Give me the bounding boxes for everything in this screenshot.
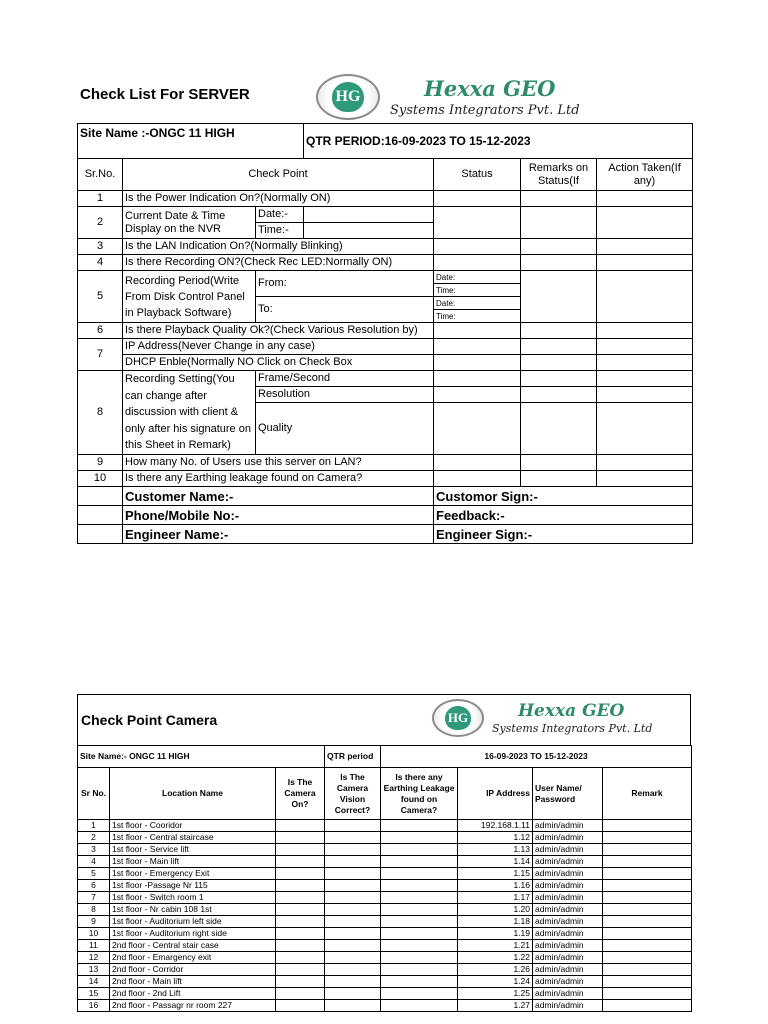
- ip-cell: 1.15: [458, 868, 533, 880]
- header-vision: Is The Camera Vision Correct?: [325, 768, 381, 820]
- remark-cell[interactable]: [603, 904, 692, 916]
- camera-on-cell[interactable]: [276, 976, 325, 988]
- server-checklist-table: [77, 123, 693, 544]
- action-cell[interactable]: [597, 339, 693, 355]
- ip-cell: 1.26: [458, 964, 533, 976]
- remarks-cell[interactable]: [521, 403, 597, 455]
- vision-cell[interactable]: [325, 964, 381, 976]
- remark-cell[interactable]: [603, 844, 692, 856]
- vision-cell[interactable]: [325, 832, 381, 844]
- user-cell: admin/admin: [533, 916, 603, 928]
- action-cell[interactable]: [597, 255, 693, 271]
- to-label: To:: [256, 297, 434, 323]
- sr-cell: 8: [78, 904, 110, 916]
- header-remarks: Remarks on Status(If: [521, 159, 597, 191]
- brand-name: Hexxa GEO: [424, 76, 556, 101]
- sr-cell: 12: [78, 952, 110, 964]
- status-cell[interactable]: [434, 371, 521, 387]
- user-cell: admin/admin: [533, 940, 603, 952]
- sr-cell: 2: [78, 207, 123, 239]
- user-cell: admin/admin: [533, 832, 603, 844]
- status-cell[interactable]: [434, 339, 521, 355]
- remarks-cell[interactable]: [521, 471, 597, 487]
- sr-cell: 15: [78, 988, 110, 1000]
- from-label: From:: [256, 271, 434, 297]
- check-point-text: Is there Playback Quality Ok?(Check Various Resolution by): [123, 323, 434, 339]
- qtr-period: QTR PERIOD:16-09-2023 TO 15-12-2023: [304, 124, 693, 159]
- vision-cell[interactable]: [325, 1000, 381, 1012]
- user-cell: admin/admin: [533, 892, 603, 904]
- site-name: Site Name :-ONGC 11 HIGH: [78, 124, 304, 159]
- sr-cell: 16: [78, 1000, 110, 1012]
- camera-on-cell[interactable]: [276, 988, 325, 1000]
- leakage-cell[interactable]: [381, 976, 458, 988]
- ip-cell: 1.25: [458, 988, 533, 1000]
- vision-cell[interactable]: [325, 940, 381, 952]
- table-row: [78, 952, 692, 964]
- action-cell[interactable]: [597, 387, 693, 403]
- remarks-cell[interactable]: [521, 271, 597, 323]
- table-row: [78, 1000, 692, 1012]
- table-row: [78, 916, 692, 928]
- table-row: [78, 988, 692, 1000]
- user-cell: admin/admin: [533, 856, 603, 868]
- table-row: [78, 844, 692, 856]
- header-location: Location Name: [110, 768, 276, 820]
- camera-on-cell[interactable]: [276, 868, 325, 880]
- location-cell: 2nd floor - Corridor: [110, 964, 276, 976]
- status-cell[interactable]: [434, 191, 521, 207]
- table-row: [78, 904, 692, 916]
- remark-cell[interactable]: [603, 964, 692, 976]
- sr-cell: 10: [78, 928, 110, 940]
- camera-checklist-table: [77, 745, 692, 768]
- company-logo: [316, 74, 580, 120]
- user-cell: admin/admin: [533, 844, 603, 856]
- header-camera-on: Is The Camera On?: [276, 768, 325, 820]
- camera-on-cell[interactable]: [276, 892, 325, 904]
- camera-site-name: Site Name:- ONGC 11 HIGH: [78, 746, 325, 768]
- user-cell: admin/admin: [533, 964, 603, 976]
- leakage-cell[interactable]: [381, 952, 458, 964]
- leakage-cell[interactable]: [381, 844, 458, 856]
- status-cell[interactable]: [434, 387, 521, 403]
- header-user-password: User Name/ Password: [533, 768, 603, 820]
- brand-subtitle: Systems Integrators Pvt. Ltd: [390, 103, 580, 118]
- action-cell[interactable]: [597, 323, 693, 339]
- vision-cell[interactable]: [325, 856, 381, 868]
- ip-cell: 1.22: [458, 952, 533, 964]
- remarks-cell[interactable]: [521, 255, 597, 271]
- remarks-cell[interactable]: [521, 355, 597, 371]
- leakage-cell[interactable]: [381, 892, 458, 904]
- ip-cell: 1.17: [458, 892, 533, 904]
- vision-cell[interactable]: [325, 928, 381, 940]
- location-cell: 1st floor - Auditorium right side: [110, 928, 276, 940]
- table-row: [78, 940, 692, 952]
- vision-cell[interactable]: [325, 844, 381, 856]
- user-cell: admin/admin: [533, 928, 603, 940]
- remark-cell[interactable]: [603, 820, 692, 832]
- ip-cell: 1.21: [458, 940, 533, 952]
- header-sr-no: Sr.No.: [78, 159, 123, 191]
- location-cell: 1st floor - Nr cabin 108 1st: [110, 904, 276, 916]
- table-row: [78, 880, 692, 892]
- sr-cell: 6: [78, 323, 123, 339]
- location-cell: 1st floor - Main lift: [110, 856, 276, 868]
- action-cell[interactable]: [597, 371, 693, 387]
- table-row: [78, 892, 692, 904]
- ip-cell: 1.16: [458, 880, 533, 892]
- check-point-text: IP Address(Never Change in any case): [123, 339, 434, 355]
- ip-cell: 1.19: [458, 928, 533, 940]
- ip-cell: 1.18: [458, 916, 533, 928]
- sr-cell: 13: [78, 964, 110, 976]
- check-point-text: DHCP Enble(Normally NO Click on Check Box: [123, 355, 434, 371]
- time-value-cell[interactable]: [304, 223, 434, 239]
- user-cell: admin/admin: [533, 868, 603, 880]
- table-row: [78, 928, 692, 940]
- sr-cell: 7: [78, 339, 123, 371]
- leakage-cell[interactable]: [381, 856, 458, 868]
- remark-cell[interactable]: [603, 832, 692, 844]
- leakage-cell[interactable]: [381, 880, 458, 892]
- hg-logo-text: HG: [332, 82, 364, 112]
- user-cell: admin/admin: [533, 1000, 603, 1012]
- leakage-cell[interactable]: [381, 904, 458, 916]
- camera-checklist-box: [77, 694, 691, 746]
- sr-cell: 10: [78, 471, 123, 487]
- phone-label: Phone/Mobile No:-: [123, 506, 434, 525]
- remarks-cell[interactable]: [521, 339, 597, 355]
- camera-on-cell[interactable]: [276, 1000, 325, 1012]
- location-cell: 2nd floor - 2nd Lift: [110, 988, 276, 1000]
- check-point-text: How many No. of Users use this server on LAN?: [123, 455, 434, 471]
- camera-on-cell[interactable]: [276, 964, 325, 976]
- customer-name-label: Customer Name:-: [123, 487, 434, 506]
- user-cell: admin/admin: [533, 820, 603, 832]
- sr-cell: 3: [78, 239, 123, 255]
- status-cell[interactable]: [434, 355, 521, 371]
- check-point-text: Is the LAN Indication On?(Normally Blinking): [123, 239, 434, 255]
- header-status: Status: [434, 159, 521, 191]
- vision-cell[interactable]: [325, 988, 381, 1000]
- to-date-label: Date:: [434, 297, 521, 310]
- server-checklist-title: Check List For SERVER: [80, 86, 250, 103]
- camera-on-cell[interactable]: [276, 820, 325, 832]
- leakage-cell[interactable]: [381, 832, 458, 844]
- leakage-cell[interactable]: [381, 964, 458, 976]
- header-ip-address: IP Address: [458, 768, 533, 820]
- sr-cell: 1: [78, 820, 110, 832]
- vision-cell[interactable]: [325, 916, 381, 928]
- frame-second-label: Frame/Second: [256, 371, 434, 387]
- table-row: [78, 820, 692, 832]
- hg-logo-text: HG: [445, 706, 471, 730]
- remark-cell[interactable]: [603, 856, 692, 868]
- location-cell: 1st floor -Passage Nr 115: [110, 880, 276, 892]
- sr-cell: 2: [78, 832, 110, 844]
- location-cell: 1st floor - Auditorium left side: [110, 916, 276, 928]
- remark-cell[interactable]: [603, 976, 692, 988]
- user-cell: admin/admin: [533, 952, 603, 964]
- remark-cell[interactable]: [603, 880, 692, 892]
- footer-blank: [78, 506, 123, 525]
- date-value-cell[interactable]: [304, 207, 434, 223]
- sr-cell: 4: [78, 255, 123, 271]
- location-cell: 2nd floor - Emargency exit: [110, 952, 276, 964]
- action-cell[interactable]: [597, 471, 693, 487]
- location-cell: 2nd floor - Main lift: [110, 976, 276, 988]
- feedback-label: Feedback:-: [434, 506, 693, 525]
- header-action-taken: Action Taken(If any): [597, 159, 693, 191]
- remarks-cell[interactable]: [521, 387, 597, 403]
- remark-cell[interactable]: [603, 1000, 692, 1012]
- vision-cell[interactable]: [325, 904, 381, 916]
- action-cell[interactable]: [597, 239, 693, 255]
- remarks-cell[interactable]: [521, 323, 597, 339]
- vision-cell[interactable]: [325, 892, 381, 904]
- action-cell[interactable]: [597, 355, 693, 371]
- table-row: [78, 976, 692, 988]
- ip-cell: 192.168.1.11: [458, 820, 533, 832]
- status-cell[interactable]: [434, 239, 521, 255]
- engineer-name-label: Engineer Name:-: [123, 525, 434, 544]
- remarks-cell[interactable]: [521, 191, 597, 207]
- sr-cell: 3: [78, 844, 110, 856]
- leakage-cell[interactable]: [381, 868, 458, 880]
- remark-cell[interactable]: [603, 892, 692, 904]
- leakage-cell[interactable]: [381, 1000, 458, 1012]
- user-cell: admin/admin: [533, 988, 603, 1000]
- table-row: [78, 868, 692, 880]
- footer-blank: [78, 487, 123, 506]
- hg-logo-icon: [432, 699, 484, 737]
- date-label: Date:-: [256, 207, 304, 223]
- footer-blank: [78, 525, 123, 544]
- vision-cell[interactable]: [325, 952, 381, 964]
- remark-cell[interactable]: [603, 928, 692, 940]
- camera-on-cell[interactable]: [276, 904, 325, 916]
- location-cell: 1st floor - Cooridor: [110, 820, 276, 832]
- camera-list-table: [77, 767, 692, 1012]
- action-cell[interactable]: [597, 207, 693, 239]
- camera-on-cell[interactable]: [276, 832, 325, 844]
- remark-cell[interactable]: [603, 916, 692, 928]
- ip-cell: 1.14: [458, 856, 533, 868]
- vision-cell[interactable]: [325, 820, 381, 832]
- camera-checklist-title: Check Point Camera: [81, 712, 218, 728]
- table-row: [78, 964, 692, 976]
- vision-cell[interactable]: [325, 880, 381, 892]
- from-date-label: Date:: [434, 271, 521, 284]
- action-cell[interactable]: [597, 455, 693, 471]
- sr-cell: 9: [78, 916, 110, 928]
- location-cell: 1st floor - Switch room 1: [110, 892, 276, 904]
- hg-logo-icon: [316, 74, 380, 120]
- ip-cell: 1.24: [458, 976, 533, 988]
- leakage-cell[interactable]: [381, 916, 458, 928]
- status-cell[interactable]: [434, 471, 521, 487]
- table-row: [78, 832, 692, 844]
- action-cell[interactable]: [597, 271, 693, 323]
- location-cell: 1st floor - Service lift: [110, 844, 276, 856]
- sr-cell: 5: [78, 868, 110, 880]
- remark-cell[interactable]: [603, 868, 692, 880]
- remarks-cell[interactable]: [521, 239, 597, 255]
- quality-label: Quality: [256, 403, 434, 455]
- sr-cell: 9: [78, 455, 123, 471]
- remark-cell[interactable]: [603, 988, 692, 1000]
- camera-on-cell[interactable]: [276, 856, 325, 868]
- camera-on-cell[interactable]: [276, 940, 325, 952]
- check-point-text: Is there any Earthing leakage found on Camera?: [123, 471, 434, 487]
- status-cell[interactable]: [434, 323, 521, 339]
- header-check-point: Check Point: [123, 159, 434, 191]
- camera-on-cell[interactable]: [276, 952, 325, 964]
- user-cell: admin/admin: [533, 976, 603, 988]
- location-cell: 2nd floor - Central stair case: [110, 940, 276, 952]
- resolution-label: Resolution: [256, 387, 434, 403]
- header-remark: Remark: [603, 768, 692, 820]
- location-cell: 2nd floor - Passagr nr room 227: [110, 1000, 276, 1012]
- camera-qtr-label: QTR period: [325, 746, 381, 768]
- sr-cell: 11: [78, 940, 110, 952]
- remark-cell[interactable]: [603, 952, 692, 964]
- check-point-text: Is the Power Indication On?(Normally ON): [123, 191, 434, 207]
- header-sr-no: Sr No.: [78, 768, 110, 820]
- camera-on-cell[interactable]: [276, 844, 325, 856]
- status-cell[interactable]: [434, 255, 521, 271]
- ip-cell: 1.20: [458, 904, 533, 916]
- sr-cell: 7: [78, 892, 110, 904]
- leakage-cell[interactable]: [381, 820, 458, 832]
- camera-on-cell[interactable]: [276, 916, 325, 928]
- check-point-text: Recording Setting(You can change after discussion with client & only after his signature on this Sheet in Remark): [123, 371, 256, 455]
- status-cell[interactable]: [434, 403, 521, 455]
- ip-cell: 1.13: [458, 844, 533, 856]
- user-cell: admin/admin: [533, 904, 603, 916]
- sr-cell: 4: [78, 856, 110, 868]
- to-time-label: Time:: [434, 310, 521, 323]
- check-point-text: Is there Recording ON?(Check Rec LED:Normally ON): [123, 255, 434, 271]
- brand-name: Hexxa GEO: [518, 701, 625, 721]
- company-logo: [432, 699, 652, 737]
- remarks-cell[interactable]: [521, 371, 597, 387]
- brand-subtitle: Systems Integrators Pvt. Ltd: [492, 722, 653, 735]
- leakage-cell[interactable]: [381, 940, 458, 952]
- leakage-cell[interactable]: [381, 988, 458, 1000]
- time-label: Time:-: [256, 223, 304, 239]
- action-cell[interactable]: [597, 403, 693, 455]
- sr-cell: 1: [78, 191, 123, 207]
- action-cell[interactable]: [597, 191, 693, 207]
- camera-on-cell[interactable]: [276, 880, 325, 892]
- remarks-cell[interactable]: [521, 207, 597, 239]
- sr-cell: 14: [78, 976, 110, 988]
- vision-cell[interactable]: [325, 868, 381, 880]
- check-point-text: Recording Period(Write From Disk Control Panel in Playback Software): [123, 271, 256, 323]
- vision-cell[interactable]: [325, 976, 381, 988]
- status-cell[interactable]: [434, 455, 521, 471]
- remarks-cell[interactable]: [521, 455, 597, 471]
- ip-cell: 1.12: [458, 832, 533, 844]
- table-row: [78, 856, 692, 868]
- sr-cell: 5: [78, 271, 123, 323]
- engineer-sign-label: Engineer Sign:-: [434, 525, 693, 544]
- header-leakage: Is there any Earthing Leakage found on Camera?: [381, 768, 458, 820]
- remark-cell[interactable]: [603, 940, 692, 952]
- ip-cell: 1.27: [458, 1000, 533, 1012]
- camera-on-cell[interactable]: [276, 928, 325, 940]
- check-point-text: Current Date & Time Display on the NVR: [123, 207, 256, 239]
- location-cell: 1st floor - Emergency Exit: [110, 868, 276, 880]
- user-cell: admin/admin: [533, 880, 603, 892]
- sr-cell: 8: [78, 371, 123, 455]
- customer-sign-label: Customor Sign:-: [434, 487, 693, 506]
- camera-qtr-value: 16-09-2023 TO 15-12-2023: [381, 746, 692, 768]
- sr-cell: 6: [78, 880, 110, 892]
- leakage-cell[interactable]: [381, 928, 458, 940]
- location-cell: 1st floor - Central staircase: [110, 832, 276, 844]
- from-time-label: Time:: [434, 284, 521, 297]
- status-cell[interactable]: [434, 207, 521, 239]
